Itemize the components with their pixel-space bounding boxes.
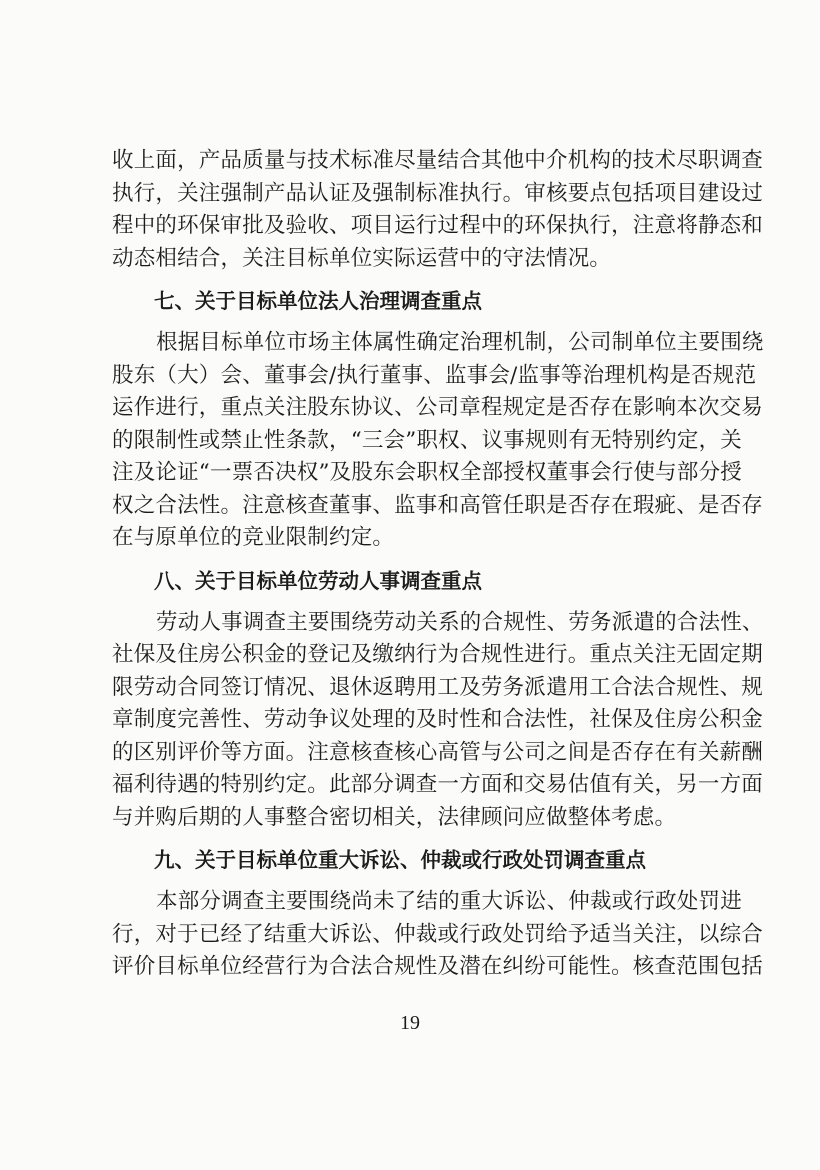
text-line: 运作进行，重点关注股东协议、公司章程规定是否存在影响本次交易 [112, 395, 764, 420]
text-line: 根据目标单位市场主体属性确定治理机制，公司制单位主要围绕 [156, 330, 764, 355]
text-line: 动态相结合，关注目标单位实际运营中的守法情况。 [112, 245, 612, 271]
text-line: 注及论证“一票否决权”及股东会职权全部授权董事会行使与部分授 [112, 460, 742, 485]
paragraph-governance [112, 327, 764, 555]
text-line: 收上面，产品质量与技术标准尽量结合其他中介机构的技术尽职调查 [112, 148, 764, 173]
text-line: 章制度完善性、劳动争议处理的及时性和合法性，社保及住房公积金 [112, 707, 764, 732]
text-line: 在与原单位的竞业限制约定。 [112, 525, 395, 550]
paragraph-litigation [112, 886, 764, 984]
paragraph-labor [112, 607, 764, 835]
text-line: 程中的环保审批及验收、项目运行过程中的环保执行，注意将静态和 [112, 213, 764, 238]
page-number: 19 [400, 1012, 420, 1034]
text-line: 与并购后期的人事整合密切相关，法律顾问应做整体考虑。 [112, 804, 677, 830]
text-line: 的限制性或禁止性条款，“三会”职权、议事规则有无特别约定，关 [112, 427, 742, 453]
text-line: 行，对于已经了结重大诉讼、仲裁或行政处罚给予适当关注，以综合 [112, 921, 764, 947]
text-line: 评价目标单位经营行为合法合规性及潜在纠纷可能性。核查范围包括 [112, 954, 764, 979]
text-line: 股东（大）会、董事会/执行董事、监事会/监事等治理机构是否规范 [112, 362, 757, 388]
text-line: 限劳动合同签订情况、退休返聘用工及劳务派遣用工合法合规性、规 [112, 674, 764, 700]
section-heading-7: 七、关于目标单位法人治理调查重点 [154, 289, 482, 313]
text-line: 的区别评价等方面。注意核查核心高管与公司之间是否存在有关薪酬 [112, 739, 764, 765]
text-line: 本部分调查主要围绕尚未了结的重大诉讼、仲裁或行政处罚进 [156, 889, 742, 914]
text-line: 权之合法性。注意核查董事、监事和高管任职是否存在瑕疵、是否存 [112, 492, 764, 518]
paragraph-continuation [112, 145, 764, 275]
text-line: 福利待遇的特别约定。此部分调查一方面和交易估值有关，另一方面 [112, 772, 764, 797]
text-line: 劳动人事调查主要围绕劳动关系的合规性、劳务派遣的合法性、 [156, 609, 764, 635]
text-line: 社保及住房公积金的登记及缴纳行为合规性进行。重点关注无固定期 [112, 642, 764, 667]
section-heading-8: 八、关于目标单位劳动人事调查重点 [154, 568, 482, 593]
document-body [112, 145, 764, 984]
section-heading-9: 九、关于目标单位重大诉讼、仲裁或行政处罚调查重点 [154, 848, 646, 872]
text-line: 执行，关注强制产品认证及强制标准执行。审核要点包括项目建设过 [112, 180, 764, 206]
